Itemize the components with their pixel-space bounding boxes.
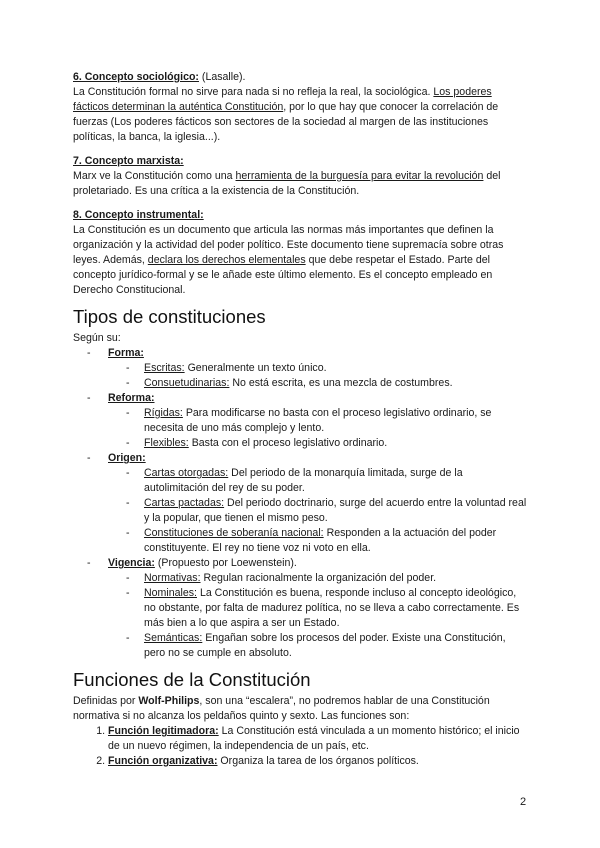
tipos-list bbox=[73, 346, 528, 661]
list-item: 2. Función organizativa: Organiza la tarea de los órganos políticos. bbox=[108, 754, 528, 769]
funciones-list bbox=[73, 724, 528, 769]
funciones-heading: Funciones de la Constitución bbox=[73, 669, 311, 690]
list-item: - Consuetudinarias: No está escrita, es una mezcla de costumbres. bbox=[126, 376, 528, 391]
document-page bbox=[73, 70, 528, 769]
tipos-intro: Según su: bbox=[73, 332, 121, 344]
list-item-origen: - Origen: - Cartas otorgadas: Del periodo de la monarquía limitada, surge de la autolimitación del rey de su poder. - Cartas pactadas: Del periodo doctrinario, surge del acuerdo entre la voluntad real y la popular, que tienen el mismo peso. - Constituciones de soberanía nacional: Responden a la actuación del poder constituyente. El rey no tiene voz ni voto en ella. bbox=[87, 451, 528, 556]
tipos-heading: Tipos de constituciones bbox=[73, 306, 266, 327]
section-7-heading: 7. Concepto marxista: bbox=[73, 155, 184, 167]
list-item: - Escritas: Generalmente un texto único. bbox=[126, 361, 528, 376]
list-item: - Cartas pactadas: Del periodo doctrinario, surge del acuerdo entre la voluntad real y la popular, que tienen el mismo peso. bbox=[126, 496, 528, 526]
list-item: 1. Función legitimadora: La Constitución está vinculada a un momento histórico; el inicio de un nuevo régimen, la independencia de un país, etc. bbox=[108, 724, 528, 754]
page-number: 2 bbox=[520, 796, 527, 808]
list-item-vigencia: - Vigencia: (Propuesto por Loewenstein). - Normativas: Regulan racionalmente la organización del poder. - Nominales: La Constitución es buena, responde incluso al concepto ideológico, no obstante, por falta de madurez política, no se lleva a cabo correctamente. Es más bien a lo que aspira a ser un Estado. - Semánticas: Engañan sobre los procesos del poder. Existe una Constitución, pero no se cumple en absoluto. bbox=[87, 556, 528, 661]
list-item-reforma: - Reforma: - Rígidas: Para modificarse no basta con el proceso legislativo ordinario, se necesita de uno más complejo y lento. - Flexibles: Basta con el proceso legislativo ordinario. bbox=[87, 391, 528, 451]
list-item: - Constituciones de soberanía nacional: Responden a la actuación del poder constituyente. El rey no tiene voz ni voto en ella. bbox=[126, 526, 528, 556]
funciones-intro: Definidas por Wolf-Philips, son una “escalera”, no podremos hablar de una Constitución normativa si no alcanza los peldaños quinto y sexto. Las funciones son: bbox=[73, 695, 490, 722]
list-item: - Flexibles: Basta con el proceso legislativo ordinario. bbox=[126, 436, 528, 451]
section-7-body: Marx ve la Constitución como una herramienta de la burguesía para evitar la revolución del proletariado. Es una crítica a la existencia de la Constitución. bbox=[73, 170, 501, 197]
section-8-body: La Constitución es un documento que articula las normas más importantes que definen la organización y la actividad del poder político. Este documento tiene supremacía sobre otras leyes. Además, declara los derechos elementales que debe respetar el Estado. Parte del concepto jurídico-formal y se le añade este último elemento. Es el concepto empleado en Derecho Constitucional. bbox=[73, 224, 504, 296]
section-8-heading: 8. Concepto instrumental: bbox=[73, 209, 204, 221]
list-item: - Cartas otorgadas: Del periodo de la monarquía limitada, surge de la autolimitación del rey de su poder. bbox=[126, 466, 528, 496]
list-item: - Nominales: La Constitución es buena, responde incluso al concepto ideológico, no obstante, por falta de madurez política, no se lleva a cabo correctamente. Es más bien a lo que aspira a ser un Estado. bbox=[126, 586, 528, 631]
list-item-forma: - Forma: - Escritas: Generalmente un texto único. - Consuetudinarias: No está escrita, es una mezcla de costumbres. bbox=[87, 346, 528, 391]
list-item: - Normativas: Regulan racionalmente la organización del poder. bbox=[126, 571, 528, 586]
list-item: - Semánticas: Engañan sobre los procesos del poder. Existe una Constitución, pero no se cumple en absoluto. bbox=[126, 631, 528, 661]
list-item: - Rígidas: Para modificarse no basta con el proceso legislativo ordinario, se necesita de uno más complejo y lento. bbox=[126, 406, 528, 436]
section-6-heading: 6. Concepto sociológico: (Lasalle). bbox=[73, 71, 246, 83]
section-6-body: La Constitución formal no sirve para nada si no refleja la real, la sociológica. Los poderes fácticos determinan la auténtica Constitución, por lo que hay que conocer la correlación de fuerzas (Los poderes fácticos son sectores de la sociedad al margen de las instituciones políticas, la banca, la iglesia...). bbox=[73, 86, 499, 143]
